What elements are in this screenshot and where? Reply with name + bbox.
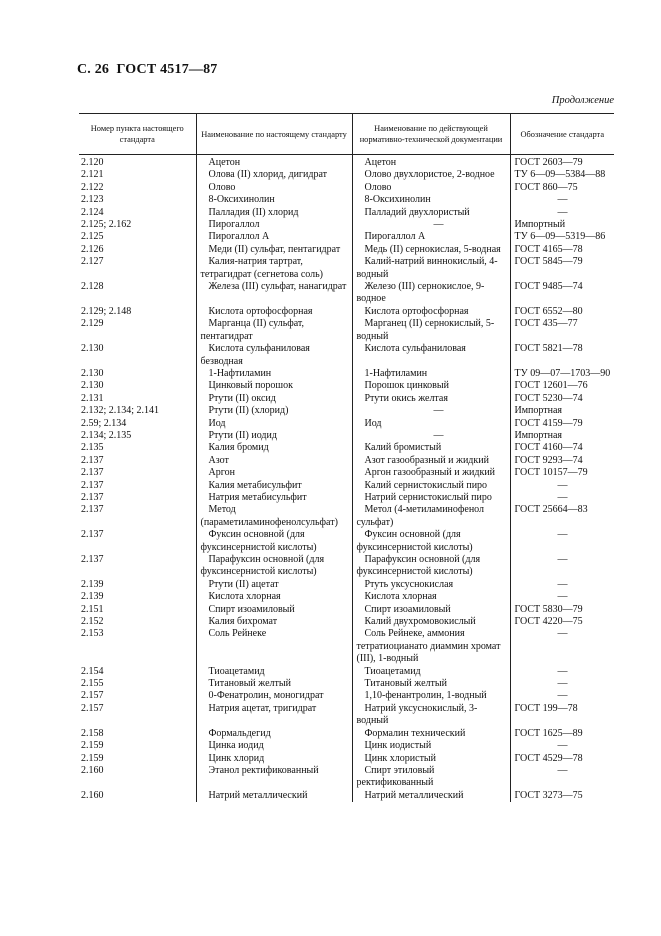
cell-name: Ртути (II) ацетат: [196, 579, 352, 591]
table-row: [79, 380, 614, 392]
cell-item-number: 2.126: [81, 243, 104, 255]
cell-doc-name: Медь (II) сернокислая, 5-водная: [352, 244, 510, 256]
cell-name: Меди (II) сульфат, пентагидрат: [196, 244, 352, 256]
table-row: [79, 405, 614, 417]
cell-doc-name: Олово: [352, 182, 510, 194]
table-row: [79, 169, 614, 181]
cell-name: Этанол ректификованный: [196, 765, 352, 790]
cell-name: Олова (II) хлорид, дигидрат: [196, 169, 352, 181]
cell-doc-name: [352, 405, 510, 417]
cell-item-number: 2.139: [81, 591, 104, 603]
cell-doc-name: Ртуть уксуснокислая: [352, 579, 510, 591]
dash-mark: —: [557, 690, 568, 702]
cell-name: Цинка иодид: [196, 740, 352, 752]
dash-mark: —: [557, 554, 568, 565]
cell-doc-name: Пирогаллол А: [352, 231, 510, 243]
cell-name: Калия-натрия тартрат, тетрагидрат (сегнетова соль): [196, 256, 352, 281]
cell-name: Ртути (II) (хлорид): [196, 405, 352, 417]
cell-doc-name: Титановый желтый: [352, 678, 510, 690]
cell-item-number: 2.158: [81, 727, 104, 739]
cell-doc-name: Порошок цинковый: [352, 380, 510, 392]
cell-standard: ГОСТ 2603—79: [510, 155, 614, 170]
cell-name: Титановый желтый: [196, 678, 352, 690]
cell-doc-name: Кислота ортофосфорная: [352, 306, 510, 318]
cell-doc-name: 8-Оксихинолин: [352, 194, 510, 206]
cell-item-number: 2.131: [81, 392, 104, 404]
cell-doc-name: Палладий двухлористый: [352, 207, 510, 219]
table-row: [79, 765, 614, 790]
cell-name: 0-Фенатролин, моногидрат: [196, 690, 352, 702]
dash-mark: —: [557, 591, 568, 603]
cell-doc-name: Иод: [352, 418, 510, 430]
cell-item-number: 2.159: [81, 740, 104, 752]
cell-name: Спирт изоамиловый: [196, 604, 352, 616]
dash-mark: —: [557, 740, 568, 752]
cell-standard: ТУ 09—07—1703—90: [510, 368, 614, 380]
cell-item-number: 2.160: [81, 764, 104, 776]
cell-doc-name: Аргон газообразный и жидкий: [352, 467, 510, 479]
cell-standard: Импортная: [510, 405, 614, 417]
cell-standard: ГОСТ 860—75: [510, 182, 614, 194]
cell-doc-name: Метол (4-метиламинофенол сульфат): [352, 504, 510, 529]
cell-name: Палладия (II) хлорид: [196, 207, 352, 219]
cell-standard: ГОСТ 1625—89: [510, 728, 614, 740]
table-row: [79, 529, 614, 554]
column-header-standard: Обозначение стандарта: [510, 114, 614, 155]
column-header-number: Номер пункта настоящего стандарта: [79, 114, 196, 155]
cell-standard: ГОСТ 5830—79: [510, 604, 614, 616]
cell-standard: [510, 666, 614, 678]
cell-standard: [510, 480, 614, 492]
table-row: [79, 703, 614, 728]
cell-name: Калия метабисульфит: [196, 480, 352, 492]
cell-standard: [510, 492, 614, 504]
cell-name: 1-Нафтиламин: [196, 368, 352, 380]
cell-doc-name: Ртути окись желтая: [352, 393, 510, 405]
cell-item-number: 2.139: [81, 578, 104, 590]
page-header: [77, 62, 218, 78]
cell-standard: ГОСТ 4165—78: [510, 244, 614, 256]
cell-standard: [510, 690, 614, 702]
dash-mark: —: [433, 219, 444, 231]
cell-item-number: 2.137: [81, 467, 104, 479]
cell-name: Натрия метабисульфит: [196, 492, 352, 504]
table-row: [79, 616, 614, 628]
cell-item-number: 2.151: [81, 603, 104, 615]
cell-name: Кислота хлорная: [196, 591, 352, 603]
standard-designation: ГОСТ 4517—87: [116, 62, 218, 77]
dash-mark: —: [557, 678, 568, 690]
table-row: [79, 591, 614, 603]
dash-mark: —: [557, 479, 568, 491]
cell-doc-name: Цинк хлористый: [352, 753, 510, 765]
cell-name: 8-Оксихинолин: [196, 194, 352, 206]
cell-item-number: 2.120: [81, 157, 104, 168]
cell-name: Азот: [196, 455, 352, 467]
cell-item-number: 2.130: [81, 343, 104, 355]
cell-standard: ГОСТ 5821—78: [510, 343, 614, 368]
cell-doc-name: Марганец (II) сернокислый, 5-водный: [352, 318, 510, 343]
cell-name: Кислота сульфаниловая безводная: [196, 343, 352, 368]
dash-mark: —: [557, 194, 568, 206]
cell-item-number: 2.137: [81, 529, 104, 541]
cell-item-number: 2.125; 2.162: [81, 219, 132, 231]
table-header-row: [79, 114, 614, 155]
table-row: [79, 194, 614, 206]
reagents-table: [79, 113, 614, 802]
dash-mark: —: [557, 491, 568, 503]
cell-item-number: 2.124: [81, 206, 104, 218]
cell-doc-name: Олово двухлористое, 2-водное: [352, 169, 510, 181]
table-row: [79, 690, 614, 702]
cell-doc-name: Калий бромистый: [352, 442, 510, 454]
cell-name: Ртути (II) оксид: [196, 393, 352, 405]
cell-name: Натрия ацетат, тригидрат: [196, 703, 352, 728]
table-row: [79, 231, 614, 243]
dash-mark: —: [557, 665, 568, 677]
cell-item-number: 2.132; 2.134; 2.141: [81, 405, 160, 417]
table-row: [79, 207, 614, 219]
dash-mark: —: [557, 628, 568, 640]
cell-doc-name: [352, 430, 510, 442]
cell-item-number: 2.129: [81, 318, 104, 330]
cell-standard: ГОСТ 3273—75: [510, 790, 614, 802]
table-row: [79, 790, 614, 802]
cell-name: Цинковый порошок: [196, 380, 352, 392]
cell-standard: [510, 194, 614, 206]
cell-name: Марганца (II) сульфат, пентагидрат: [196, 318, 352, 343]
table-row: [79, 678, 614, 690]
cell-item-number: 2.153: [81, 628, 104, 640]
cell-standard: ГОСТ 10157—79: [510, 467, 614, 479]
cell-item-number: 2.122: [81, 181, 104, 193]
cell-name: Метод (параметиламинофенолсульфат): [196, 504, 352, 529]
cell-doc-name: Соль Рейнеке, аммония тетратиоцианато диаммин хромат (III), 1-водный: [352, 628, 510, 665]
cell-standard: ГОСТ 4160—74: [510, 442, 614, 454]
cell-item-number: 2.127: [81, 256, 104, 268]
table-row: [79, 368, 614, 380]
cell-doc-name: Натрий металлический: [352, 790, 510, 802]
cell-item-number: 2.121: [81, 169, 104, 181]
cell-name: Иод: [196, 418, 352, 430]
cell-item-number: 2.135: [81, 442, 104, 454]
cell-item-number: 2.157: [81, 690, 104, 702]
table-row: [79, 504, 614, 529]
cell-item-number: 2.134; 2.135: [81, 429, 132, 441]
dash-mark: —: [557, 529, 568, 541]
cell-item-number: 2.125: [81, 231, 104, 243]
cell-item-number: 2.130: [81, 367, 104, 379]
cell-name: Парафуксин основной (для фуксинсернистой кислоты): [196, 554, 352, 579]
table-row: [79, 155, 614, 170]
cell-doc-name: 1-Нафтиламин: [352, 368, 510, 380]
cell-standard: ГОСТ 199—78: [510, 703, 614, 728]
cell-doc-name: Ацетон: [352, 155, 510, 170]
cell-item-number: 2.137: [81, 491, 104, 503]
table-row: [79, 740, 614, 752]
cell-standard: [510, 591, 614, 603]
cell-item-number: 2.157: [81, 702, 104, 714]
table-row: [79, 728, 614, 740]
cell-name: Соль Рейнеке: [196, 628, 352, 665]
cell-standard: ГОСТ 25664—83: [510, 504, 614, 529]
dash-mark: —: [557, 578, 568, 590]
cell-name: Железа (III) сульфат, нанагидрат: [196, 281, 352, 306]
cell-doc-name: Калий двухромовокислый: [352, 616, 510, 628]
cell-doc-name: Азот газообразный и жидкий: [352, 455, 510, 467]
table-row: [79, 393, 614, 405]
cell-name: Натрий металлический: [196, 790, 352, 802]
cell-standard: ТУ 6—09—5384—88: [510, 169, 614, 181]
cell-doc-name: Калий-натрий виннокислый, 4-водный: [352, 256, 510, 281]
cell-standard: [510, 678, 614, 690]
dash-mark: —: [433, 429, 444, 441]
cell-doc-name: Фуксин основной (для фуксинсернистой кислоты): [352, 529, 510, 554]
cell-standard: [510, 740, 614, 752]
cell-item-number: 2.137: [81, 554, 104, 565]
cell-item-number: 2.128: [81, 281, 104, 293]
table-row: [79, 554, 614, 579]
cell-item-number: 2.59; 2.134: [81, 417, 127, 429]
cell-doc-name: Натрий сернистокислый пиро: [352, 492, 510, 504]
dash-mark: —: [433, 405, 444, 417]
cell-item-number: 2.152: [81, 616, 104, 628]
table-row: [79, 244, 614, 256]
cell-standard: ГОСТ 4529—78: [510, 753, 614, 765]
continuation-label: Продолжение: [551, 95, 614, 106]
cell-standard: [510, 628, 614, 665]
table-body: [79, 155, 614, 803]
cell-doc-name: [352, 219, 510, 231]
cell-doc-name: Формалин технический: [352, 728, 510, 740]
table-row: [79, 442, 614, 454]
cell-item-number: 2.123: [81, 194, 104, 206]
cell-item-number: 2.137: [81, 479, 104, 491]
cell-standard: ГОСТ 12601—76: [510, 380, 614, 392]
cell-doc-name: Железо (III) сернокислое, 9-водное: [352, 281, 510, 306]
table-row: [79, 219, 614, 231]
cell-doc-name: Кислота сульфаниловая: [352, 343, 510, 368]
cell-name: Аргон: [196, 467, 352, 479]
cell-standard: Импортный: [510, 219, 614, 231]
cell-standard: Импортная: [510, 430, 614, 442]
table-row: [79, 480, 614, 492]
table-row: [79, 467, 614, 479]
cell-standard: ГОСТ 4220—75: [510, 616, 614, 628]
cell-name: Пирогаллол: [196, 219, 352, 231]
table-row: [79, 604, 614, 616]
cell-standard: ТУ 6—09—5319—86: [510, 231, 614, 243]
cell-doc-name: 1,10-фенантролин, 1-водный: [352, 690, 510, 702]
cell-standard: ГОСТ 5230—74: [510, 393, 614, 405]
cell-name: Цинк хлорид: [196, 753, 352, 765]
cell-standard: ГОСТ 6552—80: [510, 306, 614, 318]
cell-item-number: 2.160: [81, 789, 104, 801]
table-row: [79, 430, 614, 442]
cell-standard: [510, 765, 614, 790]
cell-name: Кислота ортофосфорная: [196, 306, 352, 318]
cell-item-number: 2.137: [81, 504, 104, 516]
cell-standard: ГОСТ 9293—74: [510, 455, 614, 467]
cell-name: Тиоацетамид: [196, 666, 352, 678]
table-row: [79, 666, 614, 678]
table-row: [79, 579, 614, 591]
cell-standard: [510, 529, 614, 554]
table-row: [79, 628, 614, 665]
cell-item-number: 2.137: [81, 454, 104, 466]
cell-doc-name: Цинк иодистый: [352, 740, 510, 752]
cell-doc-name: Кислота хлорная: [352, 591, 510, 603]
cell-name: Ртути (II) иодид: [196, 430, 352, 442]
table-row: [79, 418, 614, 430]
column-header-doc-name: Наименование по действующей нормативно-технической документации: [352, 114, 510, 155]
cell-doc-name: Калий сернистокислый пиро: [352, 480, 510, 492]
cell-name: Ацетон: [196, 155, 352, 170]
cell-standard: ГОСТ 4159—79: [510, 418, 614, 430]
cell-doc-name: Тиоацетамид: [352, 666, 510, 678]
cell-item-number: 2.129; 2.148: [81, 305, 132, 317]
table-row: [79, 455, 614, 467]
table-row: [79, 306, 614, 318]
table-row: [79, 753, 614, 765]
cell-standard: ГОСТ 435—77: [510, 318, 614, 343]
cell-item-number: 2.155: [81, 678, 104, 690]
cell-item-number: 2.130: [81, 380, 104, 392]
cell-name: Калия бихромат: [196, 616, 352, 628]
table-row: [79, 492, 614, 504]
cell-standard: [510, 579, 614, 591]
cell-name: Формальдегид: [196, 728, 352, 740]
cell-standard: ГОСТ 5845—79: [510, 256, 614, 281]
cell-doc-name: Спирт этиловый ректификованный: [352, 765, 510, 790]
cell-name: Пирогаллол А: [196, 231, 352, 243]
cell-standard: [510, 554, 614, 579]
table-row: [79, 281, 614, 306]
table-row: [79, 318, 614, 343]
table-row: [79, 182, 614, 194]
page-label: С. 26: [77, 62, 110, 77]
cell-standard: [510, 207, 614, 219]
dash-mark: —: [557, 764, 568, 776]
cell-name: Калия бромид: [196, 442, 352, 454]
cell-doc-name: Натрий уксуснокислый, 3-водный: [352, 703, 510, 728]
cell-item-number: 2.154: [81, 665, 104, 677]
cell-doc-name: Парафуксин основной (для фуксинсернистой кислоты): [352, 554, 510, 579]
cell-name: Олово: [196, 182, 352, 194]
cell-standard: ГОСТ 9485—74: [510, 281, 614, 306]
table-row: [79, 343, 614, 368]
dash-mark: —: [557, 206, 568, 218]
cell-name: Фуксин основной (для фуксинсернистой кислоты): [196, 529, 352, 554]
cell-doc-name: Спирт изоамиловый: [352, 604, 510, 616]
table-row: [79, 256, 614, 281]
column-header-name: Наименование по настоящему стандарту: [196, 114, 352, 155]
cell-item-number: 2.159: [81, 752, 104, 764]
